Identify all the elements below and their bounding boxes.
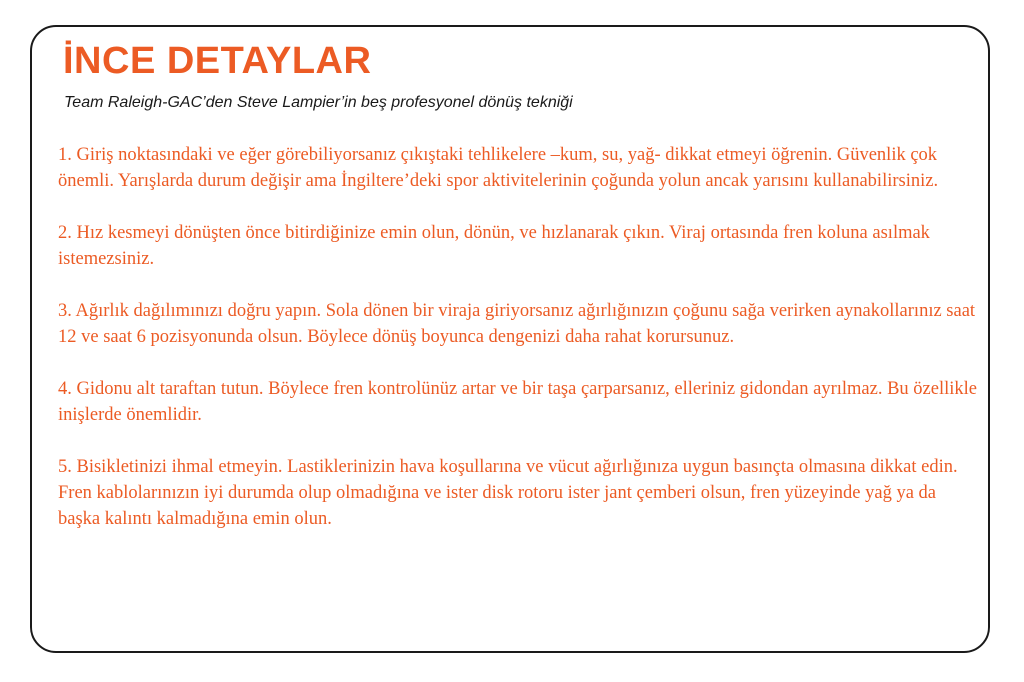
tips-list bbox=[58, 142, 978, 558]
tip-item-4: 4. Gidonu alt taraftan tutun. Böylece fren kontrolünüz artar ve bir taşa çarparsanız, elleriniz gidondan ayrılmaz. Bu özellikle inişlerde önemlidir. bbox=[58, 379, 978, 425]
page-title: İNCE DETAYLAR bbox=[63, 40, 372, 82]
page-subtitle: Team Raleigh-GAC’den Steve Lampier’in beş profesyonel dönüş tekniği bbox=[64, 94, 573, 111]
tip-item-2: 2. Hız kesmeyi dönüşten önce bitirdiğinize emin olun, dönün, ve hızlanarak çıkın. Viraj ortasında fren koluna asılmak istemezsiniz. bbox=[58, 223, 930, 269]
tip-item-1: 1. Giriş noktasındaki ve eğer görebiliyorsanız çıkıştaki tehlikelere –kum, su, yağ- dikkat etmeyi öğrenin. Güvenlik çok önemli. Yarışlarda durum değişir ama İngiltere’deki spor aktivitelerinin çoğunda yolun ancak yarısını kullanabilirsiniz. bbox=[58, 145, 939, 191]
tip-item-5: 5. Bisikletinizi ihmal etmeyin. Lastiklerinizin hava koşullarına ve vücut ağırlığınıza uygun basınçta olmasına dikkat edin. Fren kablolarınızın iyi durumda olup olmadığına ve ister disk rotoru ister jant çemberi olsun, fren yüzeyinde yağ ya da başka kalıntı kalmadığına emin olun. bbox=[58, 457, 958, 529]
tip-item-3: 3. Ağırlık dağılımınızı doğru yapın. Sola dönen bir viraja giriyorsanız ağırlığınızın çoğunu sağa verirken aynakollarınız saat 12 ve saat 6 pozisyonunda olsun. Böylece dönüş boyunca dengenizi daha rahat korursunuz. bbox=[58, 301, 976, 347]
